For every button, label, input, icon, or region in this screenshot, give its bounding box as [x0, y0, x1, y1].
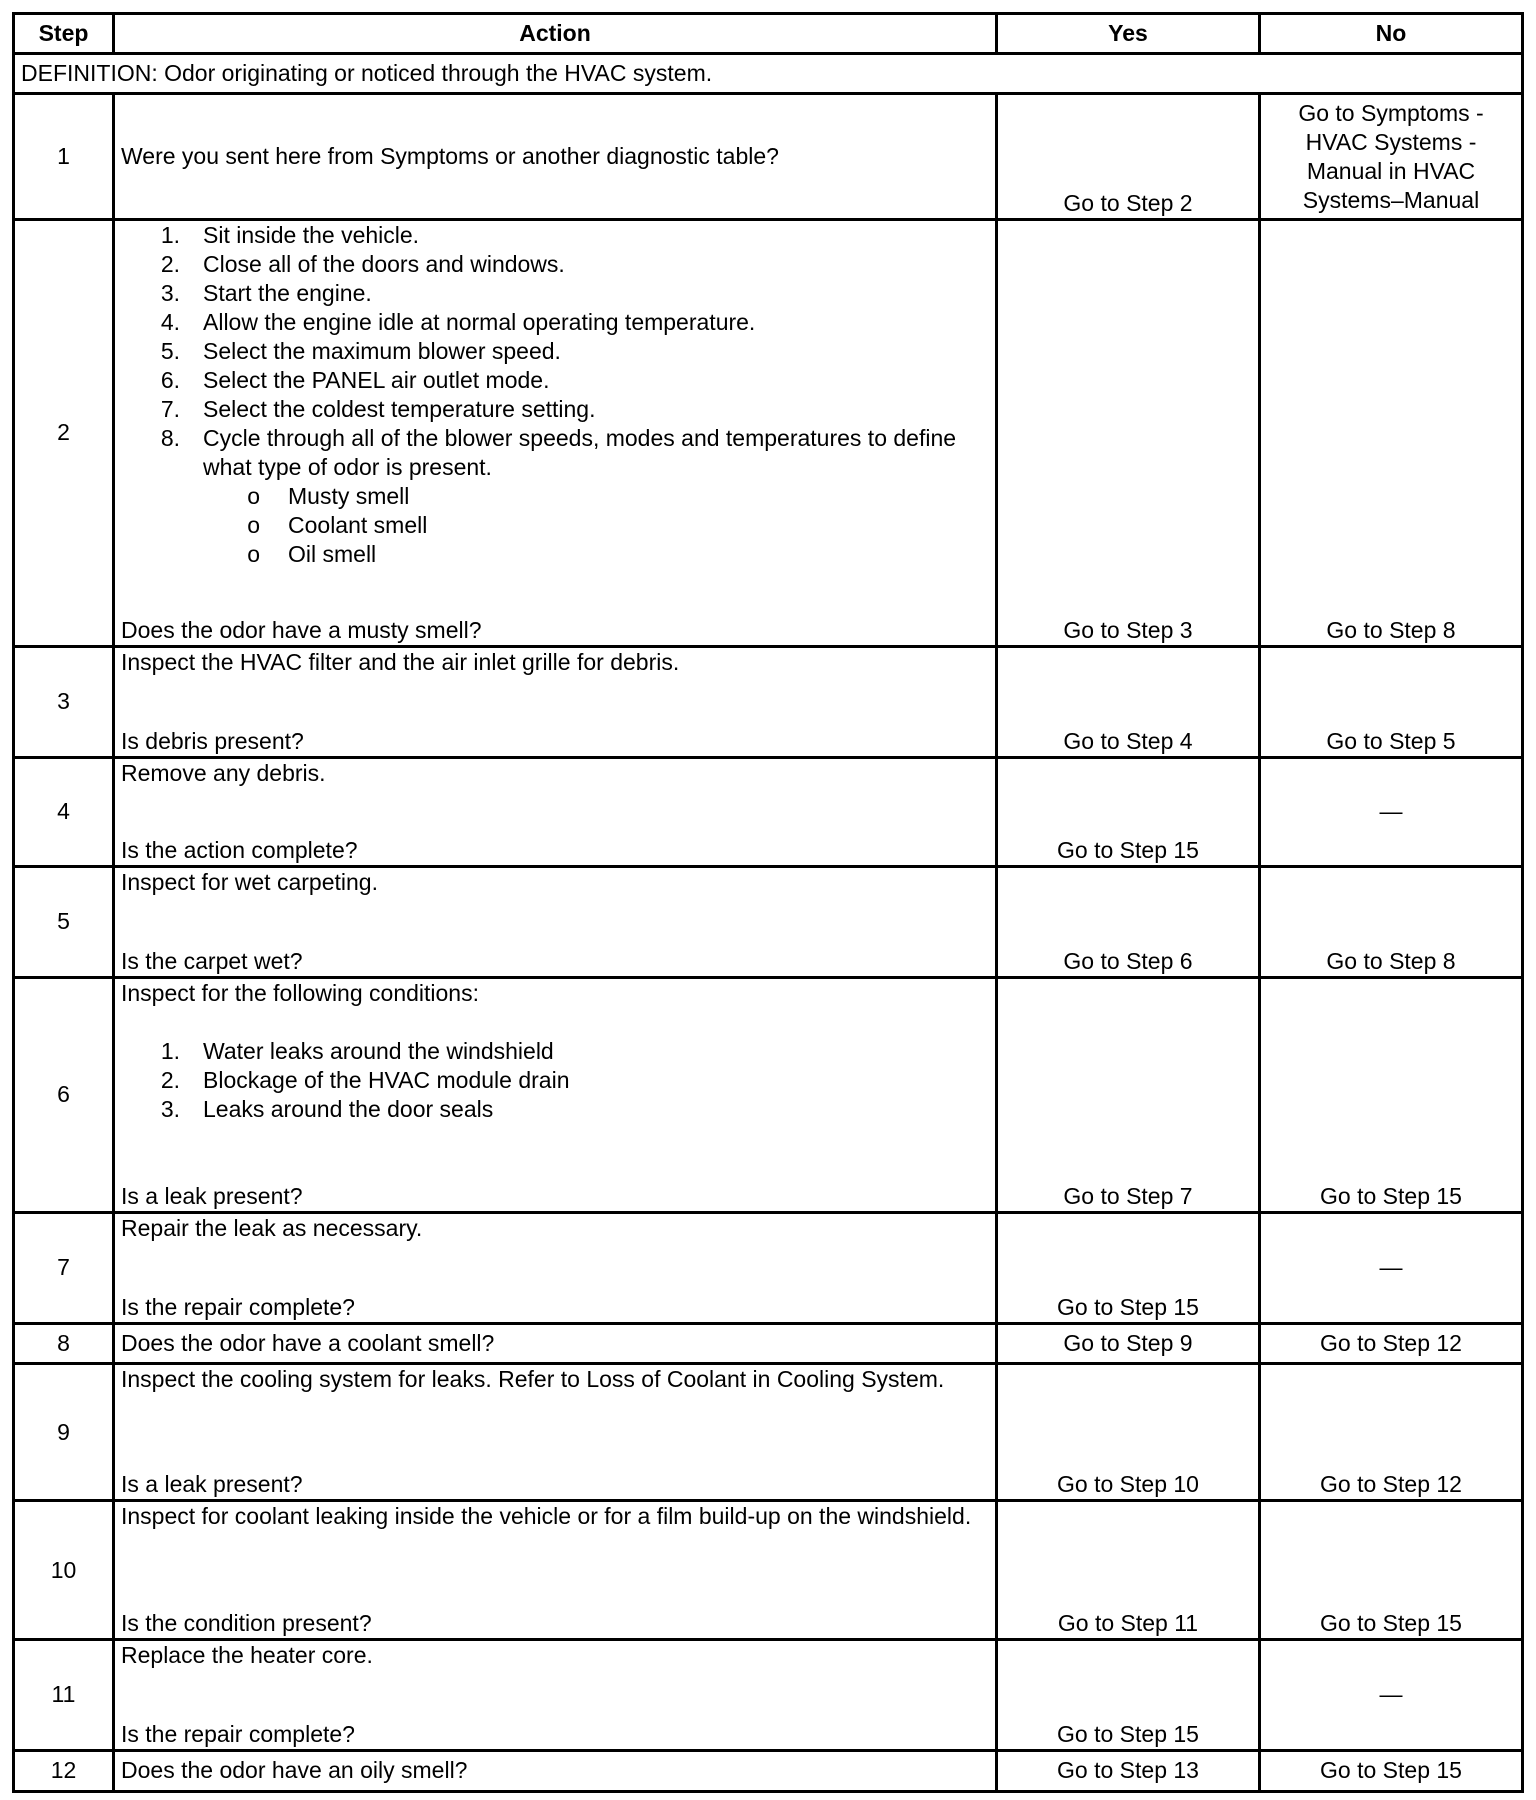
action-text: Remove any debris.: [121, 759, 326, 786]
no-cell: Go to Step 8: [1260, 867, 1523, 978]
question-text: Is the repair complete?: [121, 1293, 355, 1320]
question-text: Does the odor have a musty smell?: [121, 617, 482, 644]
step-number: 4: [14, 757, 114, 867]
table-row: [14, 1363, 1523, 1501]
action-text: Inspect the cooling system for leaks. Refer to Loss of Coolant in Cooling System.: [121, 1365, 945, 1392]
list-item: 2. Close all of the doors and windows.: [160, 250, 565, 277]
yes-cell: Go to Step 6: [997, 867, 1260, 978]
table-row: [14, 1212, 1523, 1323]
list-item: 8. Cycle through all of the blower speeds, modes and temperatures to define what type of odor is present.: [160, 424, 957, 480]
question-text: Were you sent here from Symptoms or another diagnostic table?: [121, 143, 779, 170]
step-number: 12: [14, 1750, 114, 1791]
question-text: Is the repair complete?: [121, 1720, 355, 1747]
no-cell: Go to Step 15: [1260, 1750, 1523, 1791]
step-number: 11: [14, 1640, 114, 1751]
question-text: Is the condition present?: [121, 1610, 372, 1637]
no-cell: —: [1260, 1212, 1523, 1323]
list-item: o Coolant smell: [247, 511, 428, 538]
list-item: 1. Sit inside the vehicle.: [160, 221, 420, 248]
question-text: Is a leak present?: [121, 1471, 303, 1498]
question-text: Does the odor have a coolant smell?: [121, 1329, 495, 1356]
action-cell: [114, 1363, 997, 1501]
diagnostic-table: [12, 12, 1524, 1793]
list-item: 3. Leaks around the door seals: [160, 1095, 494, 1122]
list-item: 4. Allow the engine idle at normal operating temperature.: [160, 308, 756, 335]
table-row: [14, 1501, 1523, 1640]
list-item: 1. Water leaks around the windshield: [160, 1037, 554, 1064]
yes-cell: Go to Step 13: [997, 1750, 1260, 1791]
header-yes: Yes: [997, 14, 1260, 54]
action-cell: [114, 94, 997, 220]
table-row: [14, 1323, 1523, 1363]
list-item: 6. Select the PANEL air outlet mode.: [160, 366, 550, 393]
definition-row: [14, 54, 1523, 94]
action-text: Inspect for coolant leaking inside the vehicle or for a film build-up on the windshield.: [121, 1503, 972, 1530]
action-cell: [114, 977, 997, 1212]
step-number: 7: [14, 1212, 114, 1323]
no-cell: Go to Step 5: [1260, 647, 1523, 758]
header-step: Step: [14, 14, 114, 54]
odor-type-list: [121, 482, 989, 569]
action-cell: [114, 757, 997, 867]
step-number: 8: [14, 1323, 114, 1363]
action-cell: [114, 867, 997, 978]
action-cell: [114, 219, 997, 646]
no-cell: —: [1260, 1640, 1523, 1751]
question-text: Is the action complete?: [121, 837, 358, 864]
table-row: [14, 1640, 1523, 1751]
table-row: [14, 94, 1523, 220]
no-cell: Go to Step 15: [1260, 977, 1523, 1212]
definition-text: DEFINITION: Odor originating or noticed through the HVAC system.: [14, 54, 1523, 94]
action-cell: [114, 647, 997, 758]
no-cell: Go to Step 12: [1260, 1363, 1523, 1501]
list-item: 5. Select the maximum blower speed.: [160, 337, 561, 364]
yes-cell: Go to Step 15: [997, 1640, 1260, 1751]
action-cell: [114, 1501, 997, 1640]
table-row: [14, 977, 1523, 1212]
yes-cell: Go to Step 11: [997, 1501, 1260, 1640]
no-cell: Go to Step 12: [1260, 1323, 1523, 1363]
table-row: [14, 867, 1523, 978]
yes-cell: Go to Step 3: [997, 219, 1260, 646]
no-cell: Go to Symptoms - HVAC Systems - Manual in HVAC Systems–Manual: [1260, 94, 1523, 220]
action-text: Inspect for wet carpeting.: [121, 869, 378, 896]
no-cell: Go to Step 15: [1260, 1501, 1523, 1640]
no-cell: —: [1260, 757, 1523, 867]
yes-cell: Go to Step 4: [997, 647, 1260, 758]
question-text: Is a leak present?: [121, 1182, 303, 1209]
list-item: o Oil smell: [247, 540, 377, 567]
yes-cell: Go to Step 7: [997, 977, 1260, 1212]
list-item: o Musty smell: [247, 482, 410, 509]
table-row: [14, 757, 1523, 867]
list-item: 3. Start the engine.: [160, 279, 372, 306]
question-text: Is the carpet wet?: [121, 947, 303, 974]
conditions-list: [121, 1037, 989, 1124]
no-cell: Go to Step 8: [1260, 219, 1523, 646]
action-text: Replace the heater core.: [121, 1642, 373, 1669]
header-action: Action: [114, 14, 997, 54]
yes-cell: Go to Step 15: [997, 1212, 1260, 1323]
header-no: No: [1260, 14, 1523, 54]
list-item: 2. Blockage of the HVAC module drain: [160, 1066, 570, 1093]
table-row: [14, 219, 1523, 646]
yes-cell: Go to Step 2: [997, 94, 1260, 220]
question-text: Is debris present?: [121, 727, 304, 754]
yes-cell: Go to Step 10: [997, 1363, 1260, 1501]
yes-cell: Go to Step 15: [997, 757, 1260, 867]
action-cell: [114, 1640, 997, 1751]
procedure-list: [121, 221, 989, 482]
action-cell: [114, 1212, 997, 1323]
yes-cell: Go to Step 9: [997, 1323, 1260, 1363]
table-row: [14, 1750, 1523, 1791]
header-row: [14, 14, 1523, 54]
step-number: 2: [14, 219, 114, 646]
action-text: Inspect the HVAC filter and the air inlet grille for debris.: [121, 649, 680, 676]
step-number: 6: [14, 977, 114, 1212]
step-number: 10: [14, 1501, 114, 1640]
action-text: Repair the leak as necessary.: [121, 1214, 423, 1241]
step-number: 1: [14, 94, 114, 220]
question-text: Does the odor have an oily smell?: [121, 1757, 468, 1784]
step-number: 5: [14, 867, 114, 978]
list-item: 7. Select the coldest temperature setting.: [160, 395, 596, 422]
step-number: 3: [14, 647, 114, 758]
action-text: Inspect for the following conditions:: [121, 979, 479, 1006]
step-number: 9: [14, 1363, 114, 1501]
table-row: [14, 647, 1523, 758]
action-cell: [114, 1750, 997, 1791]
action-cell: [114, 1323, 997, 1363]
